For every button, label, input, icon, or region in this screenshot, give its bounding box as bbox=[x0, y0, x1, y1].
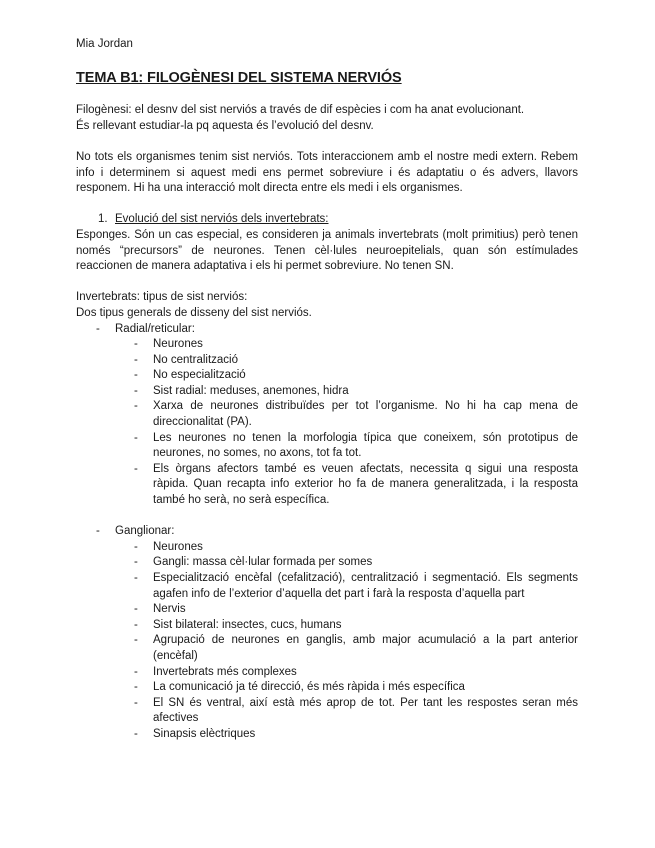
list-item: - Nervis bbox=[134, 603, 186, 616]
list-item: - No especialització bbox=[134, 369, 246, 382]
list-item: - Sinapsis elèctriques bbox=[134, 727, 256, 740]
list-item: - Neurones bbox=[134, 540, 203, 553]
ganglionar-sublist bbox=[76, 540, 578, 743]
invertebrates-line-1: Invertebrats: tipus de sist nerviós: bbox=[76, 291, 248, 304]
section-heading-text: Evolució del sist nerviós dels invertebrats: bbox=[115, 213, 329, 226]
intro-line-1: Filogènesi: el desnv del sist nerviós a través de dif espècies i com ha anat evolucionant. bbox=[76, 104, 525, 117]
list-item: - No centralització bbox=[134, 353, 239, 366]
radial-sublist bbox=[76, 337, 578, 509]
design-types-list-2 bbox=[76, 524, 578, 742]
list-item: - Sist bilateral: insectes, cucs, humans bbox=[134, 618, 342, 631]
list-item: - Invertebrats més complexes bbox=[134, 665, 297, 678]
list-item: - El SN és ventral, així està més aprop de tot. Per tant les respostes seran més afectives bbox=[134, 696, 578, 725]
section-1-heading bbox=[98, 212, 578, 228]
section-1-text: Esponges. Són un cas especial, es consideren ja animals invertebrats (molt primitius) però tenen només “precursors” de neurones. Tenen cèl·lules neuroepitelials, quan són estímulades reaccionen de manera adaptativa i els hi permet sobreviure. No tenen SN. bbox=[76, 228, 578, 273]
list-item: - Els òrgans afectors també es veuen afectats, necessita q sigui una resposta ràpida. Quan recapta info exterior ho fa de manera generalitzada, i la resposta també ho serà, no serà específica. bbox=[134, 462, 578, 507]
document-page bbox=[76, 37, 578, 743]
section-number: 1. bbox=[98, 213, 108, 226]
list-item: - Les neurones no tenen la morfologia típica que coneixem, són prototipus de neurones, no somes, no axons, tot fa tot. bbox=[134, 431, 578, 460]
list-item: - Xarxa de neurones distribuïdes per tot l’organisme. No hi ha cap mena de direccionalitat (PA). bbox=[134, 400, 578, 429]
list-item-radial bbox=[76, 322, 578, 509]
intro-line-2: És rellevant estudiar-la pq aquesta és l’evolució del desnv. bbox=[76, 119, 374, 132]
paragraph-organisms: No tots els organismes tenim sist nerviós. Tots interaccionem amb el nostre medi extern. Rebem info i determinem si aquest medi ens permet sobreviure i és adaptatiu o és advers, llavors responem. Hi ha una interacció molt directa entre els medi i els organismes. bbox=[76, 150, 578, 195]
list-item: - Especialització encèfal (cefalització), centralització i segmentació. Els segments agafen info de l’exterior d’aquella det part i farà la resposta d’aquella part bbox=[134, 572, 578, 600]
dash-bullet: - bbox=[96, 322, 100, 335]
document-title: TEMA B1: FILOGÈNESI DEL SISTEMA NERVIÓS bbox=[76, 69, 402, 86]
radial-label: Radial/reticular: bbox=[115, 322, 195, 335]
invertebrates-line-2: Dos tipus generals de disseny del sist nerviós. bbox=[76, 306, 312, 319]
list-item: - Sist radial: meduses, anemones, hidra bbox=[134, 384, 349, 397]
author-name: Mia Jordan bbox=[76, 38, 133, 50]
list-item: - Gangli: massa cèl·lular formada per somes bbox=[134, 556, 373, 569]
dash-bullet: - bbox=[96, 525, 100, 538]
ganglionar-label: Ganglionar: bbox=[115, 525, 175, 538]
list-item: - La comunicació ja té direcció, és més ràpida i més específica bbox=[134, 681, 465, 694]
list-item: - Agrupació de neurones en ganglis, amb major acumulació a la part anterior (encèfal) bbox=[134, 634, 578, 662]
list-item-ganglionar bbox=[76, 524, 578, 742]
design-types-list bbox=[76, 322, 578, 509]
list-item: - Neurones bbox=[134, 338, 203, 351]
